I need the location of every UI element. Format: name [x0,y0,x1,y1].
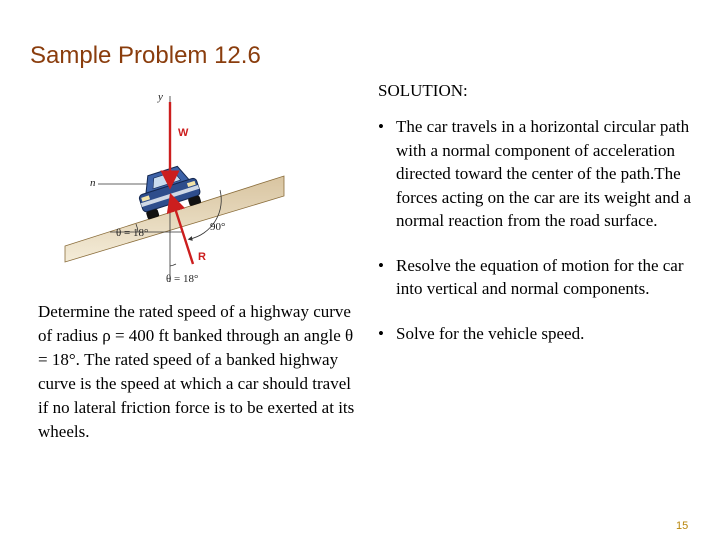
solution-heading: SOLUTION: [378,81,468,100]
problem-statement: Determine the rated speed of a highway curve of radius ρ = 400 ft banked through an angle θ = 18°. The rated speed of a banked highway curve is the speed at which a car should travel if no lateral friction force is to be exerted at its wheels. [38,302,355,441]
right-angle-label: 90° [210,221,226,233]
reaction-label: R [198,251,206,263]
weight-label: W [178,127,189,139]
y-axis-label: y [158,91,163,103]
slide-title: Sample Problem 12.6 [30,42,261,69]
page-number: 15 [676,520,689,532]
road-angle-label: θ = 18° [116,227,149,239]
solution-step: • The car travels in a horizontal circular path with a normal component of acceleration directed toward the center of the path.The forces acting on the car are its weight and a normal reaction from the road surface. [378,115,713,233]
banked-car-diagram [62,86,287,286]
n-axis-label: n [90,177,96,189]
solution-steps [378,115,713,345]
bottom-angle-label: θ = 18° [166,273,199,285]
solution-step: • Solve for the vehicle speed. [378,322,713,346]
solution-step: • Resolve the equation of motion for the car into vertical and normal components. [378,254,713,301]
